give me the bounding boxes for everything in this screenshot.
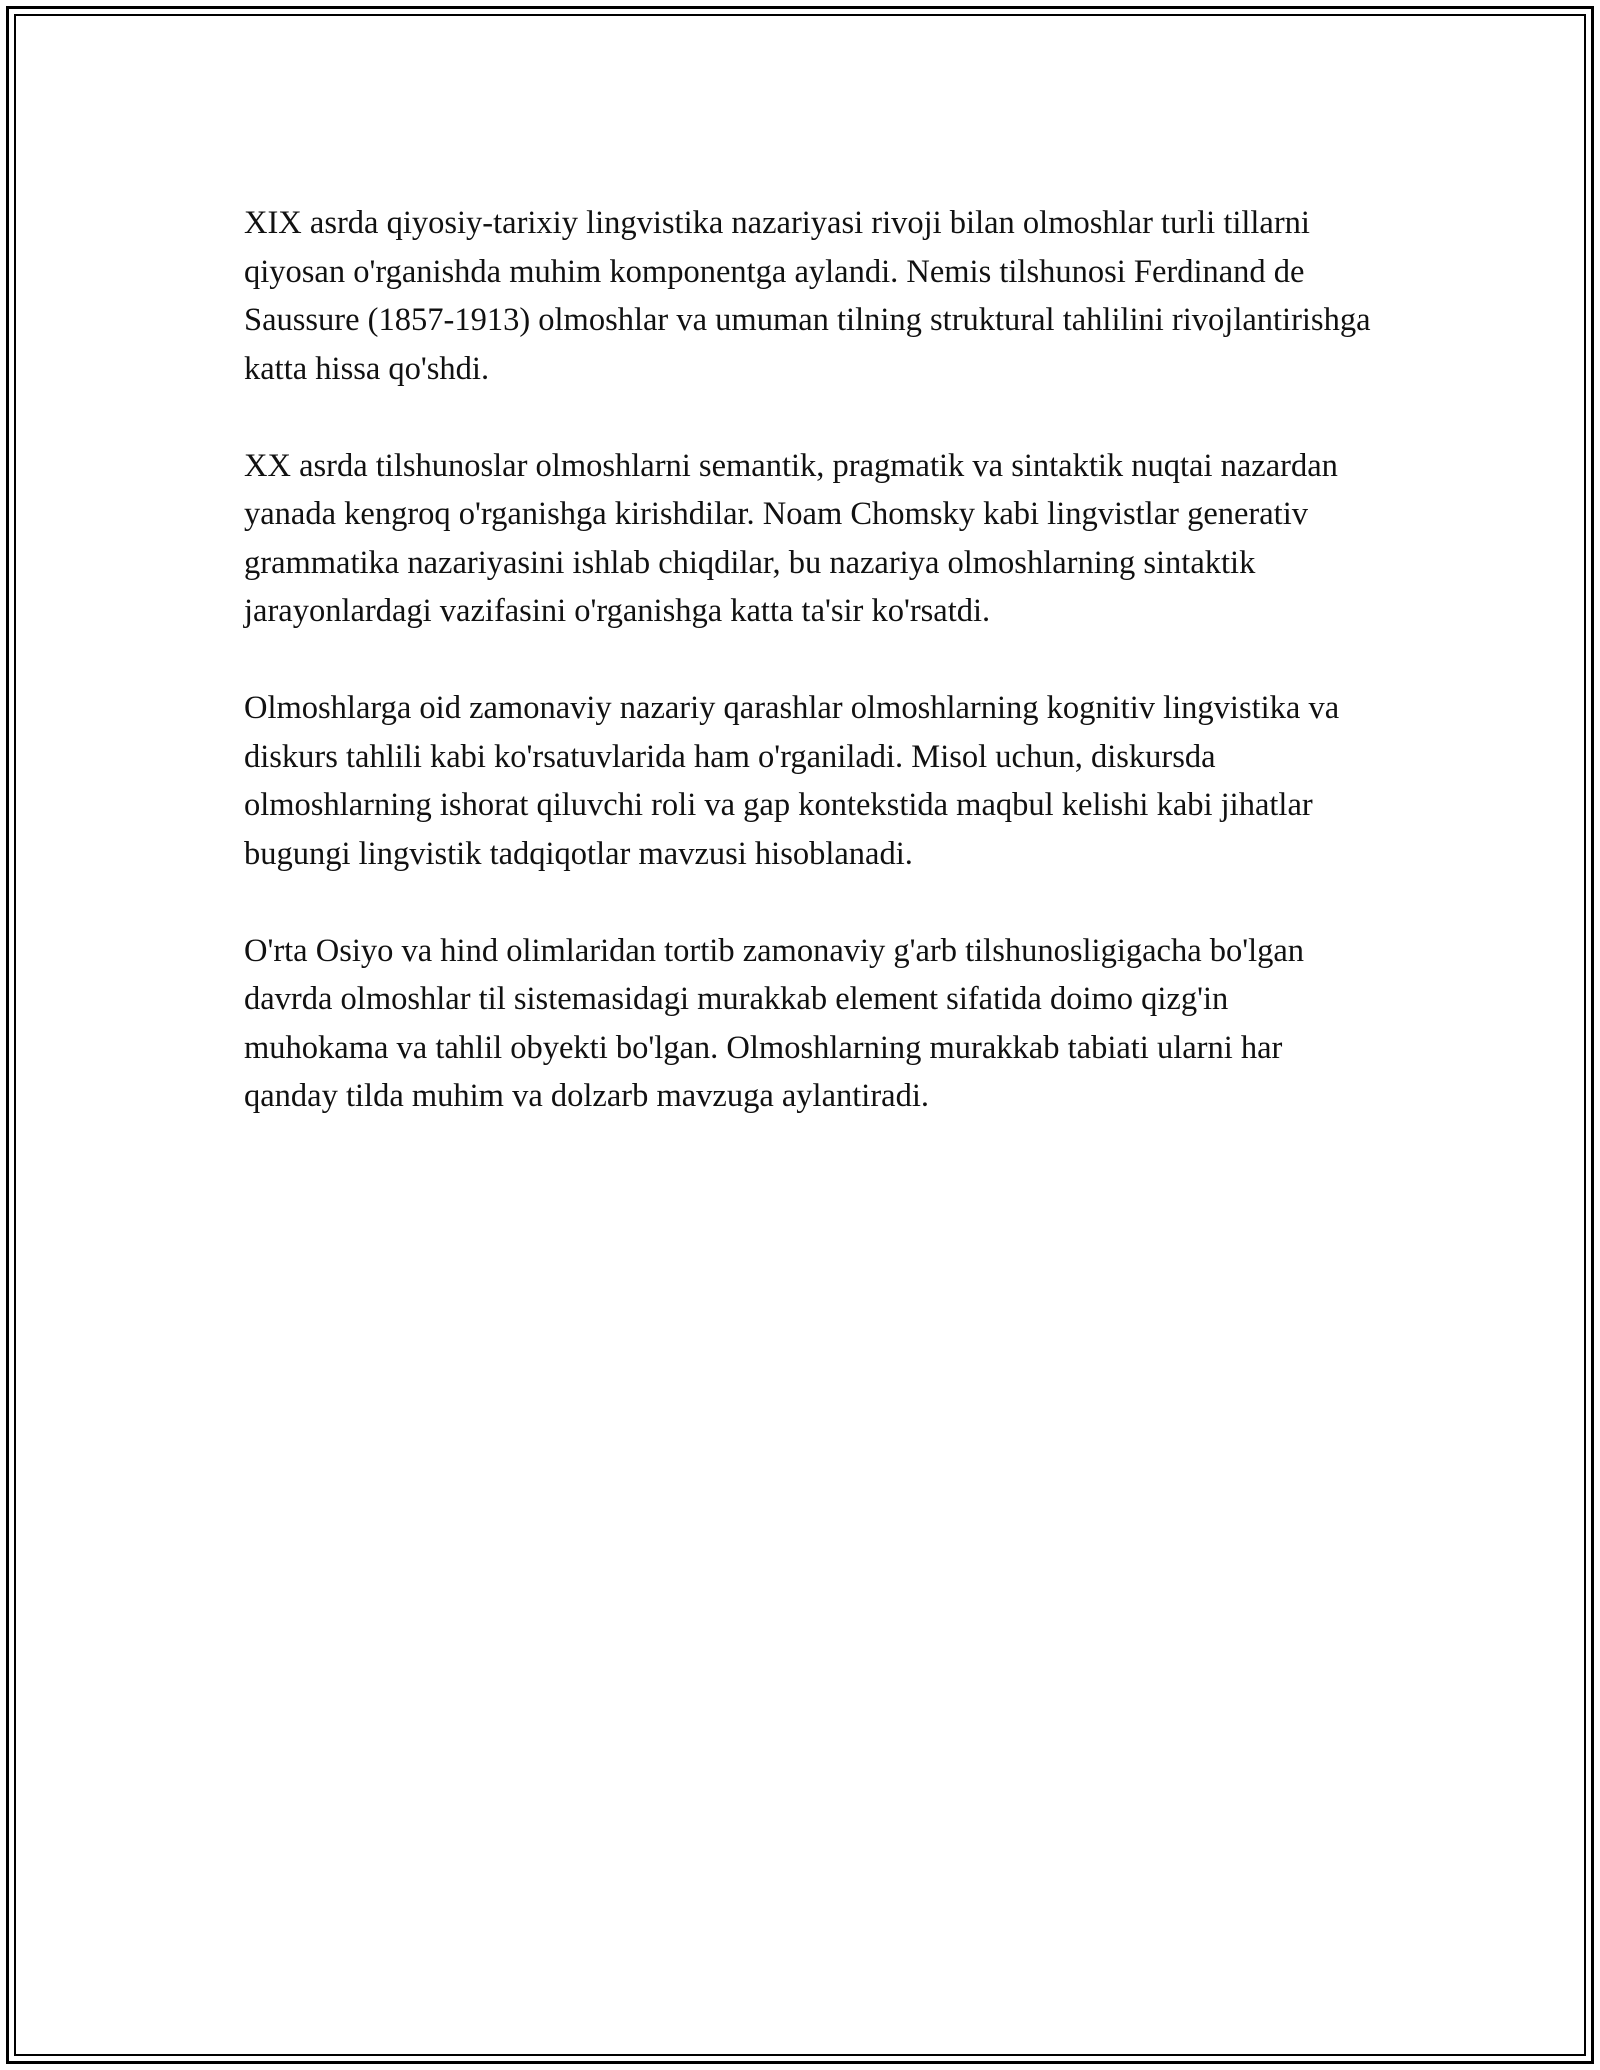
- paragraph-3: Olmoshlarga oid zamonaviy nazariy qarashlar olmoshlarning kognitiv lingvistika va diskurs tahlili kabi ko'rsatuvlarida ham o'rganiladi. Misol uchun, diskursda olmoshlarning ishorat qiluvchi roli va gap kontekstida maqbul kelishi kabi jihatlar bugungi lingvistik tadqiqotlar mavzusi hisoblanadi.: [244, 690, 1340, 872]
- paragraph-4: O'rta Osiyo va hind olimlaridan tortib zamonaviy g'arb tilshunosligigacha bo'lgan davrda olmoshlar til sistemasidagi murakkab element sifatida doimo qizg'in muhokama va tahlil obyekti bo'lgan. Olmoshlarning murakkab tabiati ularni har qanday tilda muhim va dolzarb mavzuga aylantiradi.: [244, 932, 1305, 1114]
- paragraph-2: XX asrda tilshunoslar olmoshlarni semantik, pragmatik va sintaktik nuqtai nazardan yanada kengroq o'rganishga kirishdilar. Noam Chomsky kabi lingvistlar generativ grammatika nazariyasini ishlab chiqdilar, bu nazariya olmoshlarning sintaktik jarayonlardagi vazifasini o'rganishga katta ta'sir ko'rsatdi.: [244, 447, 1338, 629]
- page-border: [6, 6, 1594, 2064]
- paragraph-1: XIX asrda qiyosiy-tarixiy lingvistika nazariyasi rivoji bilan olmoshlar turli tillarni qiyosan o'rganishda muhim komponentga aylandi. Nemis tilshunosi Ferdinand de Saussure (1857-1913) olmoshlar va umuman tilning struktural tahlilini rivojlantirishga katta hissa qo'shdi.: [244, 205, 1371, 387]
- document-body: [244, 199, 1379, 1169]
